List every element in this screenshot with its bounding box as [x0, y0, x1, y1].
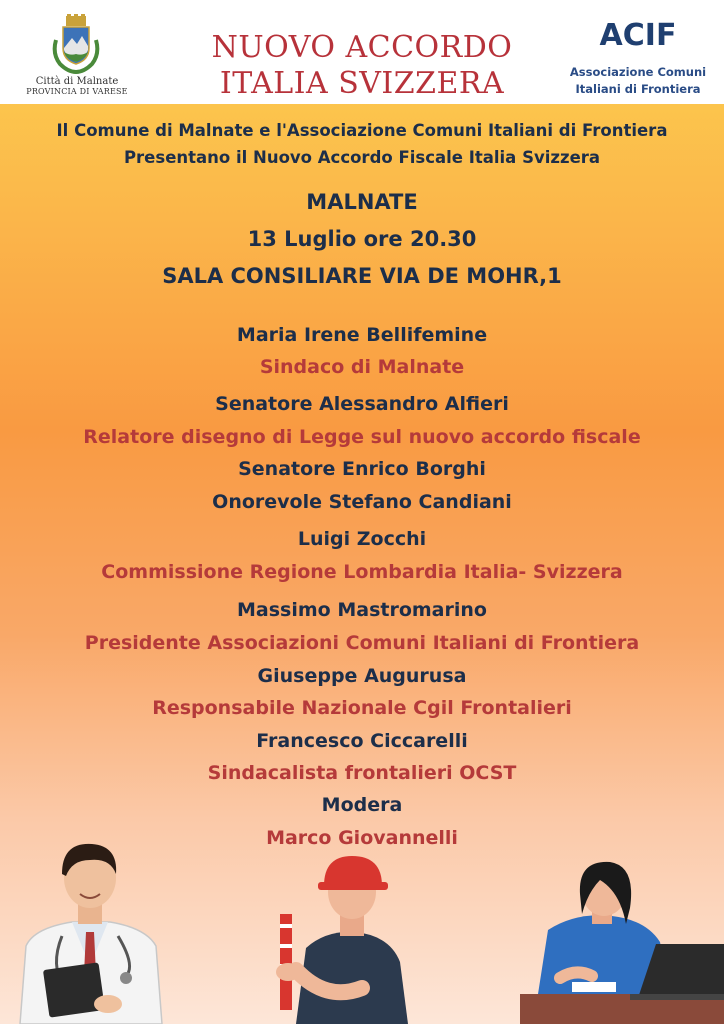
speaker-role-line: Sindacalista frontalieri OCST — [207, 762, 517, 784]
speaker-role-line: Commissione Regione Lombardia Italia- Svizzera — [101, 561, 623, 583]
acif-name-line-2: Italiani di Frontiera — [575, 82, 701, 96]
speaker-line: Massimo Mastromarino — [237, 599, 487, 621]
intro-line-2: Presentano il Nuovo Accordo Fiscale Italia Svizzera — [123, 148, 601, 167]
event-city: MALNATE — [306, 190, 418, 214]
city-province: PROVINCIA DI VARESE — [26, 87, 128, 96]
intro-line-1: Il Comune di Malnate e l'Associazione Comuni Italiani di Frontiera — [56, 121, 668, 140]
worker-illustration — [266, 852, 416, 1024]
speaker-line: Francesco Ciccarelli — [256, 730, 468, 752]
poster-title — [150, 30, 574, 102]
speaker-line: Maria Irene Bellifemine — [236, 324, 488, 346]
doctor-illustration — [10, 836, 170, 1024]
acif-logo-text: ACIF — [599, 18, 677, 53]
speaker-role-line: Relatore disegno di Legge sul nuovo accordo fiscale — [83, 426, 641, 448]
acif-name-line-1: Associazione Comuni — [569, 65, 707, 79]
moderator-label: Modera — [321, 794, 403, 816]
acif-full-name — [560, 64, 716, 98]
speaker-line: Senatore Enrico Borghi — [238, 458, 486, 480]
speaker-role-line: Sindaco di Malnate — [259, 356, 465, 378]
speaker-line: Giuseppe Augurusa — [257, 665, 467, 687]
office-worker-illustration — [520, 858, 724, 1024]
speaker-line: Onorevole Stefano Candiani — [212, 491, 512, 513]
title-line-1: NUOVO ACCORDO — [211, 30, 513, 65]
city-crest-icon — [50, 14, 102, 74]
speaker-line: Luigi Zocchi — [297, 528, 427, 550]
speaker-line: Senatore Alessandro Alfieri — [215, 393, 509, 415]
speaker-role-line: Presidente Associazioni Comuni Italiani di Frontiera — [84, 632, 640, 654]
city-name: Città di Malnate — [35, 76, 119, 87]
speaker-role-line: Responsabile Nazionale Cgil Frontalieri — [152, 697, 572, 719]
event-venue: SALA CONSILIARE VIA DE MOHR,1 — [162, 264, 562, 288]
title-line-2: ITALIA SVIZZERA — [219, 66, 505, 101]
header-bar — [0, 0, 724, 104]
moderator-name: Marco Giovannelli — [266, 827, 458, 849]
event-datetime: 13 Luglio ore 20.30 — [247, 227, 477, 251]
